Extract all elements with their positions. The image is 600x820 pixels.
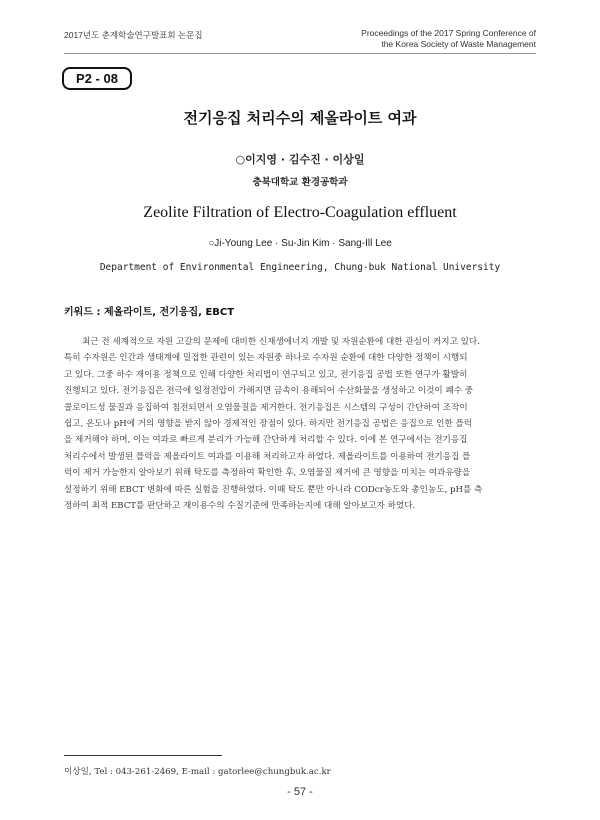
abstract-line: 최근 전 세계적으로 자원 고갈의 문제에 대비한 신재생에너지 개발 및 자원순환에 대한 관심이 커지고 있다. [82, 337, 480, 347]
header-rule [64, 53, 536, 54]
paper-id-badge: P2 - 08 [62, 67, 132, 90]
authors-korean: ○이지영 · 김수진 · 이상일 [235, 153, 365, 166]
abstract-line: 설정하기 위해 EBCT 변화에 따른 실험을 진행하였다. 이때 탁도 뿐만 아니라 CODcr농도와 총인농도, pH를 측 [64, 484, 483, 495]
authors-english: ○Ji-Young Lee · Su-Jin Kim · Sang-Ill Lee [208, 238, 392, 249]
title-korean: 전기응집 처리수의 제올라이트 여과 [183, 109, 417, 127]
abstract-line: 특히 수자원은 인간과 생태계에 밀접한 관련이 있는 자원중 하나로 수자원 순환에 대한 다양한 정책이 시행되 [64, 353, 468, 364]
page-number: - 57 - [287, 786, 313, 798]
affiliation-english: Department of Environmental Engineering, Chung-buk National University [99, 262, 501, 273]
footnote-contact: 이상일, Tel : 043-261-2469, E-mail : gatorlee@chungbuk.ac.kr [64, 767, 331, 777]
header-left: 2017년도 춘계학술연구발표회 논문집 [64, 30, 203, 40]
keywords: 키워드 : 제올라이트, 전기응집, EBCT [64, 307, 235, 318]
title-english: Zeolite Filtration of Electro-Coagulation effluent [143, 204, 457, 221]
abstract-line: 럭이 제거 가능한지 알아보기 위해 탁도를 측정하여 확인한 후, 오염물질 제거에 큰 영향을 미치는 여과유량을 [64, 468, 471, 479]
abstract-body [64, 334, 536, 514]
abstract-line: 콜로이드성 물질과 응집하여 침전되면서 오염물질을 제거한다. 전기응집은 시스템의 구성이 간단하여 조작이 [64, 402, 468, 413]
affiliation-korean: 충북대학교 환경공학과 [252, 177, 348, 188]
abstract-line: 고 있다. 그중 하수 재이용 정책으로 인해 다양한 처리법이 연구되고 있고, 전기응집 공법 또한 연구가 활발히 [64, 369, 468, 380]
abstract-line: 처리수에서 발생된 플럭을 제올라이트 여과를 이용해 처리하고자 하였다. 제올라이트를 이용하여 전기응집 플 [64, 451, 471, 462]
abstract-line: 정하여 최적 EBCT를 판단하고 재이용수의 수질기준에 만족하는지에 대해 알아보고자 하였다. [64, 501, 416, 512]
header-right-line1: Proceedings of the 2017 Spring Conference of [361, 28, 536, 38]
abstract-line: 진행되고 있다. 전기응집은 전극에 일정전압이 가해지면 금속이 용해되어 수산화물을 생성하고 이것이 폐수 중 [64, 386, 474, 397]
header-right-line2: the Korea Society of Waste Management [381, 39, 536, 49]
abstract-line: 을 제거해야 하며, 이는 여과로 빠르게 분리가 가능해 간단하게 처리할 수 있다. 이에 본 연구에서는 전기응집 [64, 435, 468, 446]
footnote-rule [64, 755, 222, 756]
abstract-line: 쉽고, 온도나 pH에 거의 영향을 받지 않아 경제적인 장점이 있다. 하지만 전기응집 공법은 응집으로 인한 플럭 [64, 419, 473, 430]
header-right [361, 28, 536, 50]
